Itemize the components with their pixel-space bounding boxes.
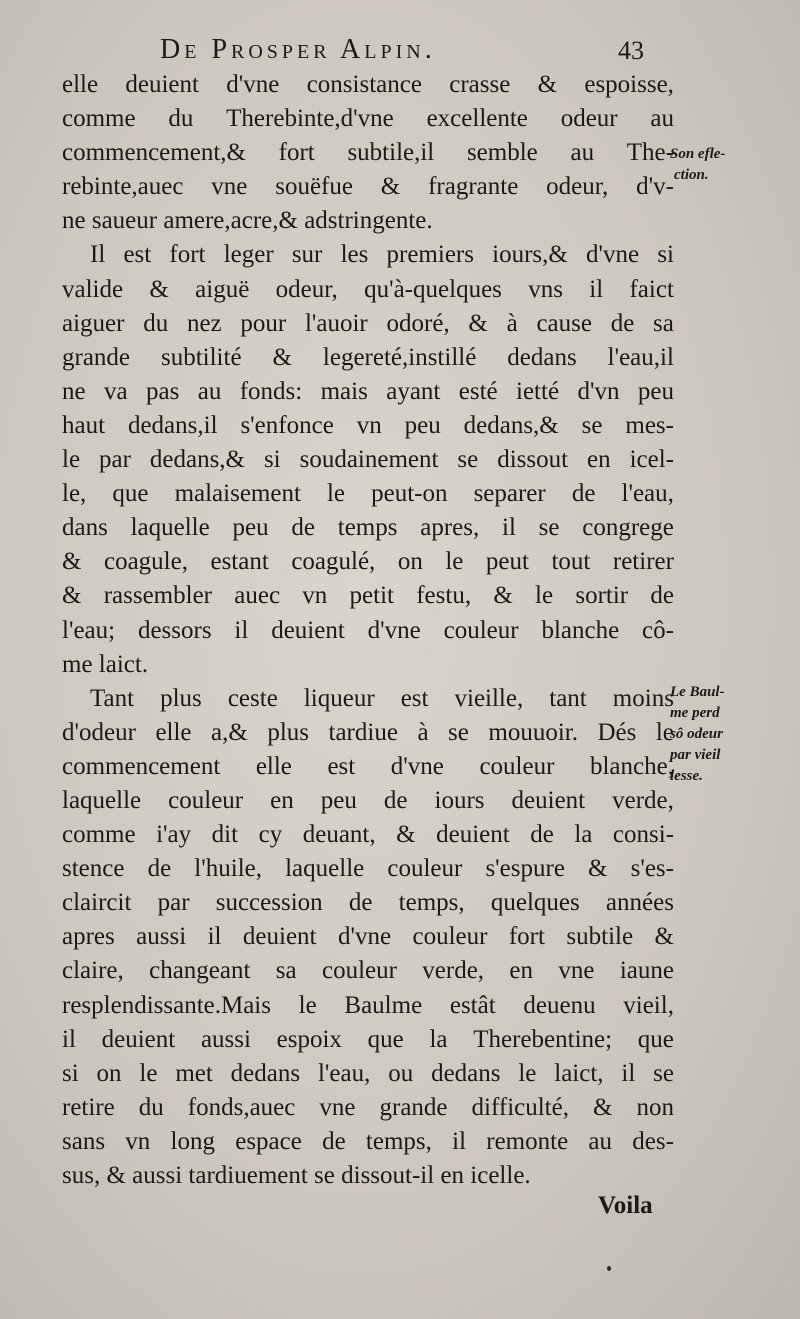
- paragraph-1: [62, 68, 674, 238]
- text-line: comme du Therebinte,d'vne excellente odeur au: [62, 105, 674, 133]
- margin-note-line: Son efle-: [670, 146, 726, 162]
- running-title: De Prosper Alpin.: [160, 34, 436, 65]
- text-line: dans laquelle peu de temps apres, il se congrege: [62, 514, 674, 542]
- text-line: retire du fonds,auec vne grande difficulté, & non: [62, 1093, 674, 1121]
- text-line: ne saueur amere,acre,& adstringente.: [62, 207, 433, 235]
- text-line: si on le met dedans l'eau, ou dedans le laict, il se: [62, 1059, 674, 1087]
- text-line: Il est fort leger sur les premiers iours,& d'vne si: [90, 241, 674, 269]
- page-number: 43: [618, 36, 644, 65]
- text-line: resplendissante.Mais le Baulme estât deuenu vieil,: [62, 991, 674, 1019]
- ink-speck: [607, 1266, 611, 1271]
- catchword: Voila: [598, 1192, 653, 1219]
- text-line: commencement,& fort subtile,il semble au The-: [62, 139, 674, 167]
- margin-note-line: par vieil: [670, 747, 721, 763]
- text-line: elle deuient d'vne consistance crasse & espoisse,: [62, 71, 674, 98]
- text-line: & rassembler auec vn petit festu, & le sortir de: [62, 582, 674, 610]
- text-line: d'odeur elle a,& plus tardiue à se mouuoir. Dés le: [62, 718, 674, 746]
- text-line: haut dedans,il s'enfonce vn peu dedans,& se mes-: [62, 411, 674, 439]
- text-line: me laict.: [62, 650, 149, 678]
- margin-note-line: sô odeur: [670, 726, 723, 742]
- text-line: le, que malaisement le peut-on separer de l'eau,: [62, 480, 674, 508]
- text-line: laquelle couleur en peu de iours deuient verde,: [62, 786, 674, 814]
- text-line: sans vn long espace de temps, il remonte au des-: [62, 1127, 674, 1155]
- text-line: le par dedans,& si soudainement se dissout en icel-: [62, 446, 674, 474]
- text-line: stence de l'huile, laquelle couleur s'espure & s'es-: [62, 855, 674, 883]
- text-line: & coagule, estant coagulé, on le peut tout retirer: [62, 548, 674, 576]
- text-line: l'eau; dessors il deuient d'vne couleur blanche cô-: [62, 616, 674, 644]
- text-line: sus, & aussi tardiuement se dissout-il en icelle.: [62, 1162, 531, 1189]
- text-line: valide & aiguë odeur, qu'à-quelques vns il faict: [62, 275, 674, 303]
- text-line: aiguer du nez pour l'auoir odoré, & à cause de sa: [62, 309, 674, 337]
- text-line: claire, changeant sa couleur verde, en vne iaune: [62, 957, 674, 985]
- text-line: ne va pas au fonds: mais ayant esté ietté d'vn peu: [62, 377, 674, 405]
- margin-note-election: [670, 144, 795, 186]
- text-line: rebinte,auec vne souëfue & fragrante odeur, d'v-: [62, 173, 674, 201]
- text-line: il deuient aussi espoix que la Therebentine; que: [62, 1025, 674, 1053]
- margin-note-line: me perd: [670, 705, 720, 721]
- text-line: apres aussi il deuient d'vne couleur fort subtile &: [62, 923, 674, 951]
- paragraph-3: [62, 682, 674, 1193]
- text-line: commencement elle est d'vne couleur blanche,: [62, 752, 674, 780]
- margin-note-baulme: [670, 682, 795, 787]
- text-line: grande subtilité & legereté,instillé dedans l'eau,il: [62, 343, 674, 371]
- text-line: claircit par succession de temps, quelques années: [62, 889, 674, 917]
- text-line: Tant plus ceste liqueur est vieille, tant moins: [90, 684, 674, 712]
- margin-note-line: Le Baul-: [670, 684, 725, 700]
- paragraph-2: [62, 238, 674, 681]
- body-text: [62, 68, 674, 1193]
- text-line: comme i'ay dit cy deuant, & deuient de la consi-: [62, 821, 674, 849]
- margin-note-line: lesse.: [670, 768, 703, 784]
- margin-note-line: ction.: [674, 167, 709, 183]
